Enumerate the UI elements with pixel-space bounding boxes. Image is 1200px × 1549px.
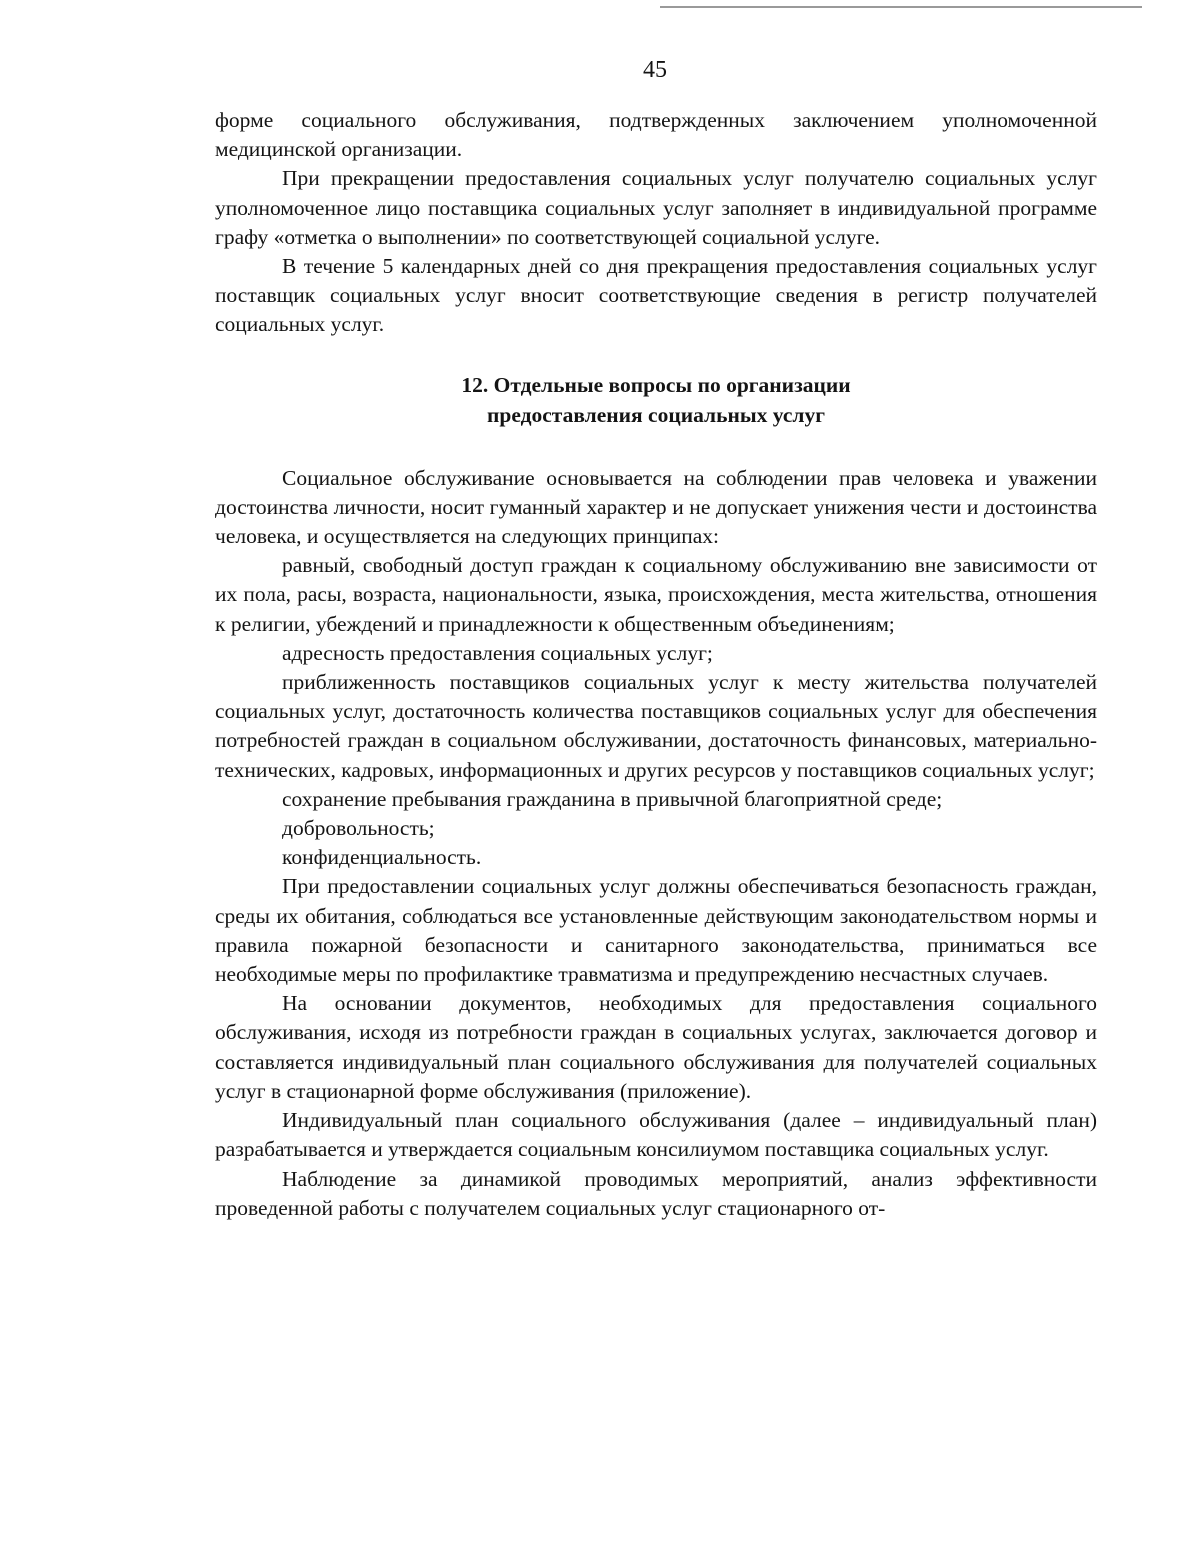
principle-item: сохранение пребывания гражданина в привычной благоприятной среде;	[282, 786, 943, 811]
paragraph: Индивидуальный план социального обслуживания (далее – индивидуальный план) разрабатывается и утверждается социальным консилиумом поставщика социальных услуг.	[215, 1108, 1097, 1162]
paragraph-continued: форме социального обслуживания, подтвержденных заключением уполномоченной медицинской организации.	[215, 108, 1097, 162]
section-heading	[215, 370, 1097, 430]
principle-item: добровольность;	[282, 816, 435, 841]
principle-item: приближенность поставщиков социальных услуг к месту жительства получателей социальных услуг, достаточность количества поставщиков социальных услуг для обеспечения потребностей граждан в социальном обслуживании, достаточность финансовых, материально-технических, кадровых, информационных и других ресурсов у поставщиков социальных услуг;	[215, 670, 1097, 782]
paragraph: На основании документов, необходимых для предоставления социального обслуживания, исходя из потребности граждан в социальных услугах, заключается договор и составляется индивидуальный план социального обслуживания для получателей социальных услуг в стационарной форме обслуживания (приложение).	[215, 991, 1097, 1103]
paragraph: При предоставлении социальных услуг должны обеспечиваться безопасность граждан, среды их обитания, соблюдаться все установленные действующим законодательством нормы и правила пожарной безопасности и санитарного законодательства, приниматься все необходимые меры по профилактике травматизма и предупреждению несчастных случаев.	[215, 874, 1097, 987]
paragraph: При прекращении предоставления социальных услуг получателю социальных услуг уполномоченное лицо поставщика социальных услуг заполняет в индивидуальной программе графу «отметка о выполнении» по соответствующей социальной услуге.	[215, 166, 1097, 249]
paragraph: Социальное обслуживание основывается на соблюдении прав человека и уважении достоинства личности, носит гуманный характер и не допускает унижения чести и достоинства человека, и осуществляется на следующих принципах:	[215, 465, 1097, 549]
page-number: 45	[643, 57, 667, 83]
paragraph: Наблюдение за динамикой проводимых мероприятий, анализ эффективности проведенной работы с получателем социальных услуг стационарного от-	[215, 1166, 1097, 1220]
scan-edge-line	[660, 6, 1142, 8]
principle-item: конфиденциальность.	[282, 845, 482, 870]
section-heading-line-2: предоставления социальных услуг	[486, 402, 825, 427]
section-heading-line-1: 12. Отдельные вопросы по организации	[461, 372, 851, 397]
paragraph: В течение 5 календарных дней со дня прекращения предоставления социальных услуг поставщик социальных услуг вносит соответствующие сведения в регистр получателей социальных услуг.	[215, 254, 1097, 337]
document-body	[215, 106, 1097, 1223]
principle-item: адресность предоставления социальных услуг;	[282, 640, 713, 665]
principle-item: равный, свободный доступ граждан к социальному обслуживанию вне зависимости от их пола, расы, возраста, национальности, языка, происхождения, места жительства, отношения к религии, убеждений и принадлежности к общественным объединениям;	[215, 553, 1097, 636]
